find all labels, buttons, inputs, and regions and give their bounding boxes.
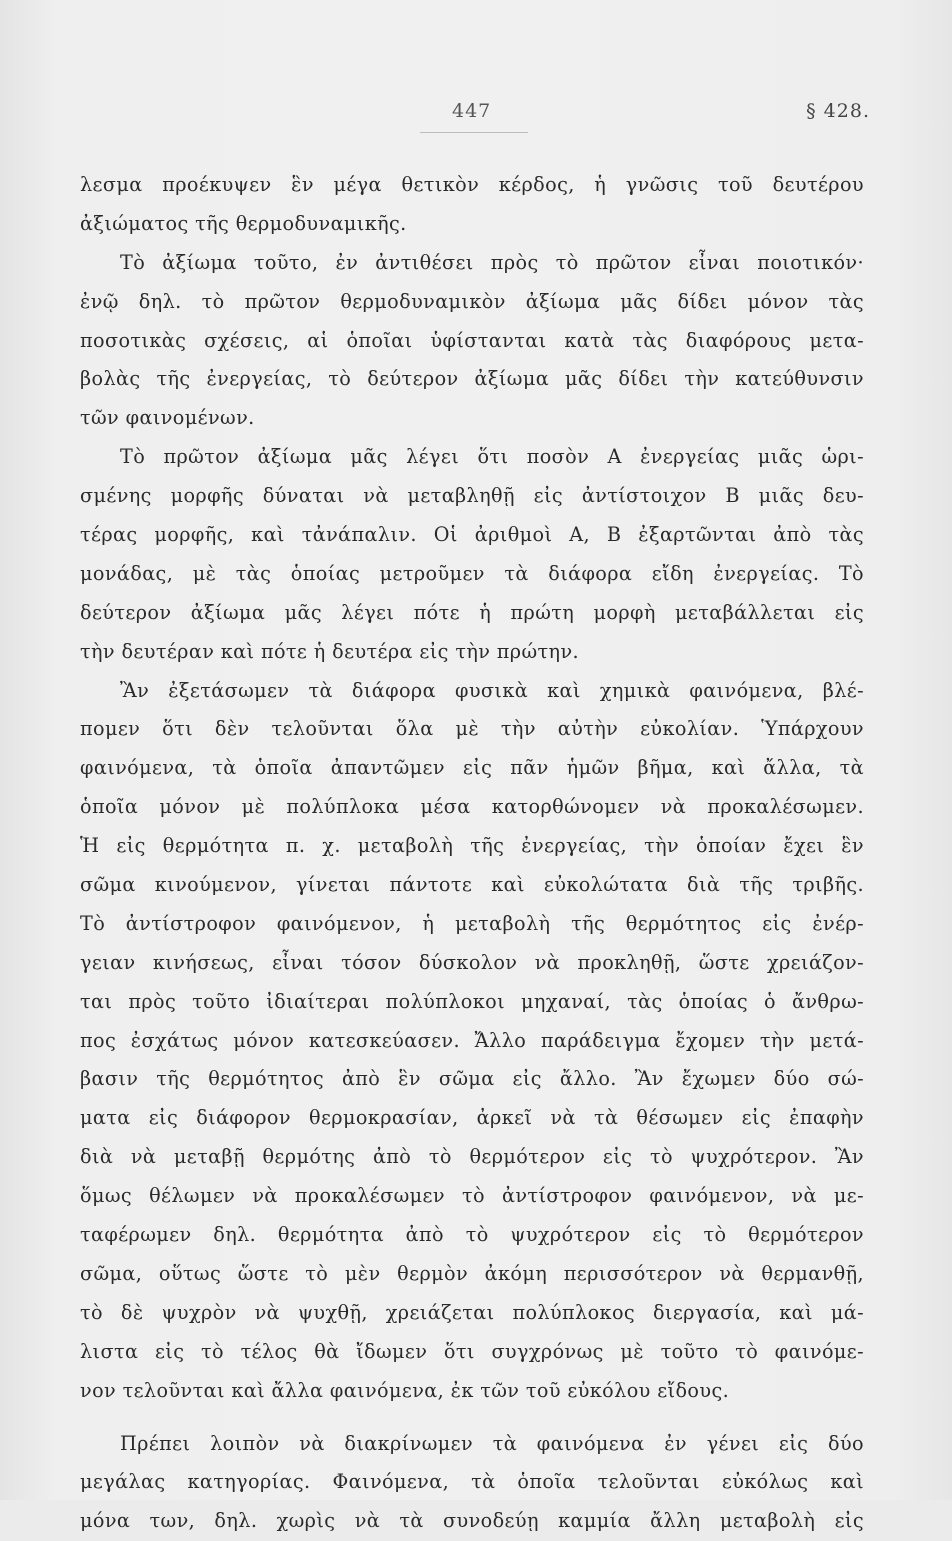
text-line: Τὸ πρῶτον ἀξίωμα μᾶς λέγει ὅτι ποσὸν Α ἐνεργείας μιᾶς ὡρι- [120, 445, 864, 469]
text-line: τῶν φαινομένων. [80, 406, 255, 430]
text-line: ται πρὸς τοῦτο ἰδιαίτεραι πολύπλοκοι μηχαναί, τὰς ὁποίας ὁ ἄνθρω- [80, 989, 864, 1013]
page-header [0, 96, 952, 130]
text-line: νον τελοῦνται καὶ ἄλλα φαινόμενα, ἐκ τῶν τοῦ εὐκόλου εἴδους. [80, 1378, 730, 1402]
text-line: μόνα των, δηλ. χωρὶς νὰ τὰ συνοδεύῃ καμμία ἄλλη μεταβολὴ εἰς [80, 1509, 864, 1533]
text-line: ποσοτικὰς σχέσεις, αἱ ὁποῖαι ὑφίστανται κατὰ τὰς διαφόρους μετα- [80, 328, 864, 352]
text-line: πομεν ὅτι δὲν τελοῦνται ὅλα μὲ τὴν αὐτὴν εὐκολίαν. Ὑπάρχουν [80, 717, 864, 741]
text-line: τέρας μορφῆς, καὶ τἀνάπαλιν. Οἱ ἀριθμοὶ Α, Β ἐξαρτῶνται ἀπὸ τὰς [80, 523, 864, 547]
text-line: μεγάλας κατηγορίας. Φαινόμενα, τὰ ὁποῖα τελοῦνται εὐκόλως καὶ [80, 1470, 864, 1494]
header-rule [420, 132, 528, 133]
text-line: ἐνῷ δηλ. τὸ πρῶτον θερμοδυναμικὸν ἀξίωμα μᾶς δίδει μόνον τὰς [80, 289, 864, 313]
page-number: 447 [452, 100, 492, 122]
section-mark: § 428. [806, 100, 870, 122]
text-line: Ἂν ἐξετάσωμεν τὰ διάφορα φυσικὰ καὶ χημικὰ φαινόμενα, βλέ- [120, 678, 864, 702]
text-line: Ἡ εἰς θερμότητα π. χ. μεταβολὴ τῆς ἐνεργείας, τὴν ὁποίαν ἔχει ἓν [80, 834, 864, 858]
text-line: φαινόμενα, τὰ ὁποῖα ἀπαντῶμεν εἰς πᾶν ἡμῶν βῆμα, καὶ ἄλλα, τὰ [80, 756, 864, 780]
text-line: ὁποῖα μόνον μὲ πολύπλοκα μέσα κατορθώνομεν νὰ προκαλέσωμεν. [80, 795, 864, 819]
text-line: ταφέρωμεν δηλ. θερμότητα ἀπὸ τὸ ψυχρότερον εἰς τὸ θερμότερον [80, 1223, 864, 1247]
text-line: Τὸ ἀντίστροφον φαινόμενον, ἡ μεταβολὴ τῆς θερμότητος εἰς ἐνέρ- [80, 911, 864, 935]
text-line: τὸ δὲ ψυχρὸν νὰ ψυχθῇ, χρειάζεται πολύπλοκος διεργασία, καὶ μά- [80, 1300, 864, 1324]
text-line: σῶμα κινούμενον, γίνεται πάντοτε καὶ εὐκολώτατα διὰ τῆς τριβῆς. [80, 873, 864, 897]
text-line: βολὰς τῆς ἐνεργείας, τὸ δεύτερον ἀξίωμα μᾶς δίδει τὴν κατεύθυνσιν [80, 367, 864, 391]
body-text [80, 166, 864, 1541]
text-line: Τὸ ἀξίωμα τοῦτο, ἐν ἀντιθέσει πρὸς τὸ πρῶτον εἶναι ποιοτικόν· [120, 250, 864, 274]
text-line: ἀξιώματος τῆς θερμοδυναμικῆς. [80, 211, 407, 235]
text-line: λιστα εἰς τὸ τέλος θὰ ἴδωμεν ὅτι συγχρόνως μὲ τοῦτο τὸ φαινόμε- [80, 1339, 864, 1363]
text-line: βασιν τῆς θερμότητος ἀπὸ ἓν σῶμα εἰς ἄλλο. Ἂν ἔχωμεν δύο σώ- [80, 1067, 864, 1091]
text-line: δεύτερον ἀξίωμα μᾶς λέγει πότε ἡ πρώτη μορφὴ μεταβάλλεται εἰς [80, 600, 864, 624]
text-line: μονάδας, μὲ τὰς ὁποίας μετροῦμεν τὰ διάφορα εἴδη ἐνεργείας. Τὸ [80, 561, 864, 585]
text-line: πος ἐσχάτως μόνον κατεσκεύασεν. Ἄλλο παράδειγμα ἔχομεν τὴν μετά- [80, 1028, 864, 1052]
text-line: λεσμα προέκυψεν ἓν μέγα θετικὸν κέρδος, ἡ γνῶσις τοῦ δευτέρου [80, 173, 864, 196]
text-line: τὴν δευτέραν καὶ πότε ἡ δευτέρα εἰς τὴν πρώτην. [80, 639, 580, 663]
text-line: διὰ νὰ μεταβῇ θερμότης ἀπὸ τὸ θερμότερον εἰς τὸ ψυχρότερον. Ἂν [80, 1145, 864, 1169]
text-line: σῶμα, οὕτως ὥστε τὸ μὲν θερμὸν ἀκόμη περισσότερον νὰ θερμανθῇ, [80, 1261, 864, 1285]
text-line: γειαν κινήσεως, εἶναι τόσον δύσκολον νὰ προκληθῇ, ὥστε χρειάζον- [80, 950, 864, 974]
text-line: σμένης μορφῆς δύναται νὰ μεταβληθῇ εἰς ἀντίστοιχον Β μιᾶς δευ- [80, 484, 864, 508]
text-line: Πρέπει λοιπὸν νὰ διακρίνωμεν τὰ φαινόμενα ἐν γένει εἰς δύο [120, 1431, 864, 1455]
text-line: ὅμως θέλωμεν νὰ προκαλέσωμεν τὸ ἀντίστροφον φαινόμενον, νὰ με- [80, 1184, 864, 1208]
text-line: ματα εἰς διάφορον θερμοκρασίαν, ἀρκεῖ νὰ τὰ θέσωμεν εἰς ἐπαφὴν [80, 1106, 864, 1130]
